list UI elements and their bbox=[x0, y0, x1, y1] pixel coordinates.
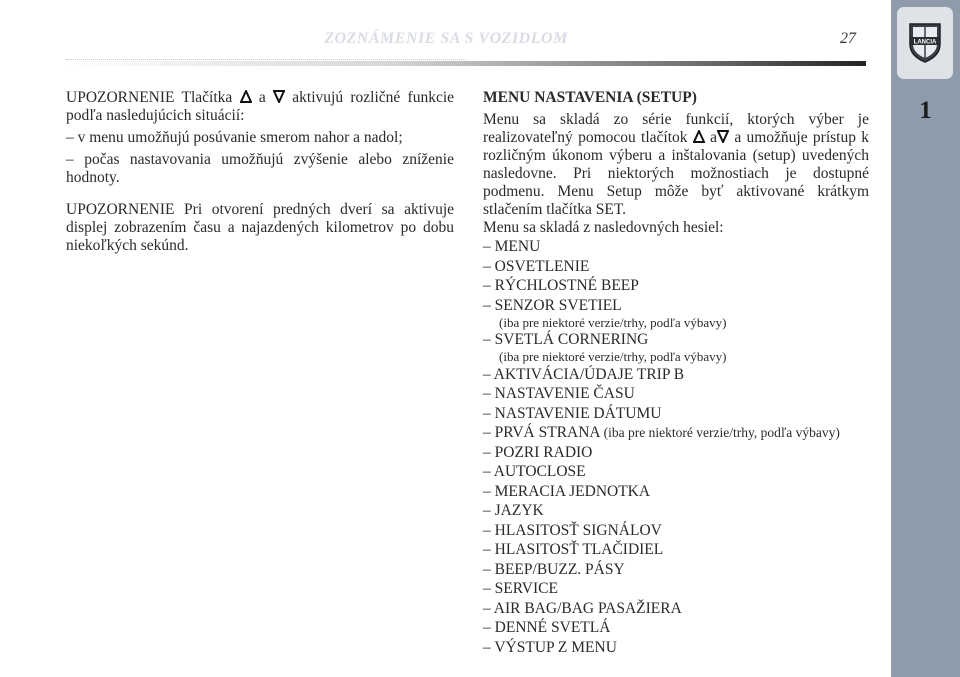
list-item: – BEEP/BUZZ. PÁSY bbox=[483, 560, 625, 578]
triangle-down-icon bbox=[273, 90, 285, 103]
note-doors: UPOZORNENIE Pri otvorení predných dverí sa aktivuje displej zobrazením času a najazdených kilometrov po dobu niekoľkých sekúnd. bbox=[66, 201, 454, 254]
list-item: – MENU bbox=[483, 238, 541, 255]
triangle-up-icon bbox=[693, 130, 705, 143]
lancia-logo-icon bbox=[906, 20, 944, 64]
list-item-label: – PRVÁ STRANA bbox=[483, 424, 600, 441]
list-item: – DENNÉ SVETLÁ bbox=[483, 619, 611, 636]
list-item: – AUTOCLOSE bbox=[483, 463, 586, 480]
chapter-number: 1 bbox=[919, 97, 932, 124]
list-item: – NASTAVENIE DÁTUMU bbox=[483, 404, 662, 422]
header-gradient-rule bbox=[66, 61, 866, 66]
list-item-note: (iba pre niektoré verzie/trhy, podľa výbavy) bbox=[499, 349, 727, 364]
list-item bbox=[483, 424, 869, 442]
menu-intro bbox=[483, 111, 869, 219]
triangle-down-icon bbox=[717, 130, 729, 143]
list-item: – AIR BAG/BAG PASAŽIERA bbox=[483, 599, 682, 617]
note-buttons-tail: aktivujú rozličné funkcie podľa nasledujúcich situácií: bbox=[66, 89, 455, 124]
list-item: – POZRI RADIO bbox=[483, 443, 593, 461]
list-item: – NASTAVENIE ČASU bbox=[483, 385, 635, 402]
list-item: – OSVETLENIE bbox=[483, 257, 590, 275]
list-item-label: – SENZOR SVETIEL bbox=[483, 296, 622, 314]
list-item: – MERACIA JEDNOTKA bbox=[483, 482, 651, 500]
list-item-note: (iba pre niektoré verzie/trhy, podľa výbavy) bbox=[603, 425, 840, 440]
list-item: – SERVICE bbox=[483, 580, 558, 597]
logo-badge bbox=[897, 7, 953, 79]
menu-intro-lead: Menu sa skladá zo série funkcií, ktorých výber je realizovateľný pomocou tlačítok bbox=[483, 111, 869, 146]
note-buttons-lead: UPOZORNENIE Tlačítka bbox=[66, 89, 233, 106]
logo-text: LANCIA bbox=[913, 39, 937, 46]
section-heading: MENU NASTAVENIA (SETUP) bbox=[483, 89, 697, 106]
header-dotted-rule bbox=[66, 59, 466, 60]
menu-list bbox=[483, 238, 869, 657]
list-item-note: (iba pre niektoré verzie/trhy, podľa výbavy) bbox=[499, 314, 727, 330]
right-column bbox=[483, 89, 869, 658]
list-item: – HLASITOSŤ SIGNÁLOV bbox=[483, 521, 662, 539]
note-buttons bbox=[66, 89, 454, 125]
list-item: – AKTIVÁCIA/ÚDAJE TRIP B bbox=[483, 365, 685, 383]
list-item bbox=[483, 331, 869, 364]
bullet-adjust: – počas nastavovania umožňujú zvýšenie alebo zníženie hodnoty. bbox=[66, 151, 454, 186]
list-item: – JAZYK bbox=[483, 502, 544, 519]
list-item-label: – SVETLÁ CORNERING bbox=[483, 331, 649, 348]
list-item: – HLASITOSŤ TLAČIDIEL bbox=[483, 541, 664, 558]
left-column bbox=[66, 89, 454, 255]
bullet-scroll: – v menu umožňujú posúvanie smerom nahor a nadol; bbox=[66, 129, 403, 146]
chapter-title: ZOZNÁMENIE SA S VOZIDLOM bbox=[324, 30, 568, 47]
triangle-up-icon bbox=[240, 90, 252, 103]
list-item: – RÝCHLOSTNÉ BEEP bbox=[483, 277, 639, 294]
menu-intro-tail: a umožňuje prístup k rozličným úkonom výberu a inštalovania (setup) uvedených nasledovne. Pri niektorých možnostiach je dostupné podmenu. Menu Setup môže byť aktivované krátkym stlačením tlačítka SET. bbox=[483, 129, 870, 218]
list-item bbox=[483, 297, 869, 330]
menu-intro-and: a bbox=[710, 129, 718, 146]
note-buttons-and: a bbox=[258, 89, 266, 106]
list-item: – VÝSTUP Z MENU bbox=[483, 638, 617, 656]
menu-list-intro: Menu sa skladá z nasledovných hesiel: bbox=[483, 219, 724, 236]
page-number: 27 bbox=[840, 30, 856, 47]
